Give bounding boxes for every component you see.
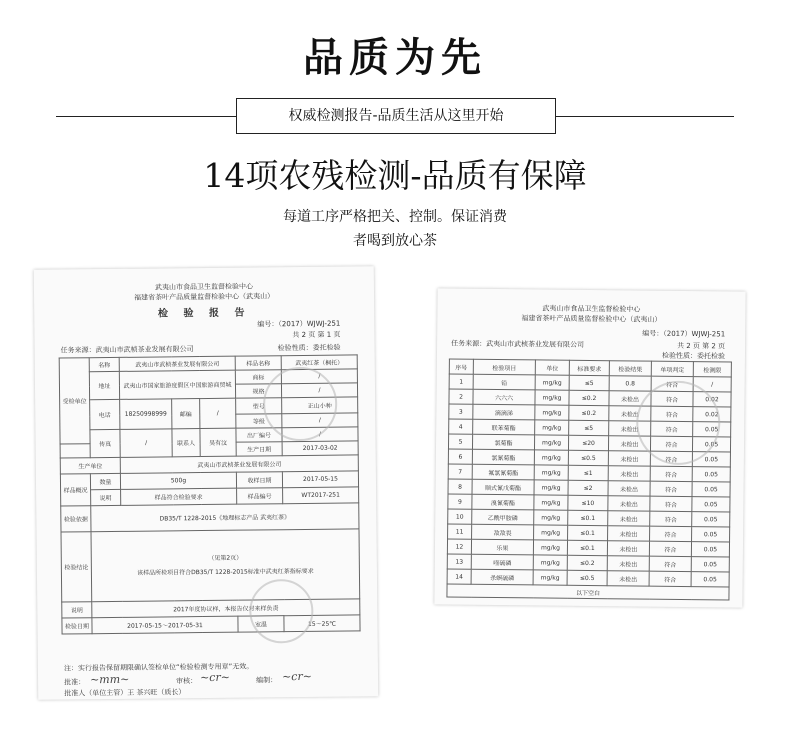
table-cell: 0.05 (692, 437, 730, 452)
table-cell: mg/kg (533, 540, 567, 555)
signature: ~mm~ (89, 672, 130, 687)
cell: 说明 (62, 602, 92, 618)
table-cell: 符合 (649, 571, 691, 586)
report2-number: 编号：（2017）WJWJ-251 (642, 329, 726, 339)
table-cell: 12 (447, 539, 471, 554)
column-header: 标准要求 (569, 360, 609, 375)
cell: 500g (120, 472, 236, 489)
cell: 正山小种 (282, 397, 358, 414)
cell: 武夷山市国家旅游度假区中国旅游商贸城 (119, 370, 235, 399)
table-cell: 未检出 (608, 511, 650, 526)
page-title: 品质为先 (303, 35, 487, 81)
table-cell: mg/kg (535, 405, 569, 420)
report1-page: 共 2 页 第 1 页 (292, 330, 341, 340)
table-cell: ≤0.1 (568, 525, 608, 540)
table-cell: 敌敌畏 (472, 524, 534, 540)
table-cell: 符合 (650, 526, 692, 541)
report2-org-1: 武夷山市食品卫生监督检验中心 (542, 304, 641, 314)
report2-org-2: 福建省茶叶产品质量监督检验中心（武夷山） (521, 314, 662, 324)
table-cell: 杀螟硫磷 (471, 569, 533, 585)
see-page-text: （见第2页） (208, 554, 243, 562)
table-cell: 滴滴涕 (473, 404, 535, 420)
headline: 14项农残检测-品质有保障 (203, 156, 587, 195)
table-cell: 喹硫磷 (471, 554, 533, 570)
cell: WT2017-251 (283, 487, 359, 504)
table-cell: ≤0.2 (569, 390, 609, 405)
cell: 2017年度协议样，本报告仅对来样负责 (92, 599, 360, 618)
cell: / (281, 383, 357, 398)
report1-org-2: 福建省茶叶产品质量监督检验中心（武夷山） (134, 292, 275, 302)
cell: 商标 (235, 370, 281, 384)
divider-right (556, 116, 734, 117)
table-cell: 0.05 (692, 467, 730, 482)
cell: 地址 (89, 371, 119, 399)
report1-approver-full: 批准人（单位主管）王 茶兴旺（质长） (64, 688, 186, 698)
table-cell: 7 (448, 464, 472, 479)
cell: / (282, 413, 358, 428)
table-cell: 2 (449, 389, 473, 404)
conclusion-text: 该样品所检项目符合DB35/T 1228-2015标准中武夷红茶指标要求 (137, 567, 314, 577)
cell: 生产单位 (60, 457, 120, 474)
table-cell: 未检出 (609, 391, 651, 406)
cell: 名称 (89, 357, 119, 371)
inspection-report-page-2 (434, 288, 745, 607)
table-cell: 未检出 (607, 556, 649, 571)
table-cell: ≤5 (569, 375, 609, 390)
table-cell: 铅 (473, 374, 535, 390)
table-cell: 顺式氰戊菊酯 (472, 479, 534, 495)
cell: 样品编号 (237, 488, 283, 504)
cell: 检验结论 (61, 532, 92, 602)
table-cell: mg/kg (534, 525, 568, 540)
cell: 生产日期 (236, 442, 282, 456)
table-cell: ≤0.2 (569, 405, 609, 420)
table-cell: 六六六 (473, 389, 535, 405)
cell: / (282, 427, 358, 442)
cell: 2017-05-15 (282, 471, 358, 488)
cell: 传真 (90, 429, 120, 457)
table-cell: 0.05 (691, 542, 729, 557)
table-cell: 乙酰甲胺磷 (472, 509, 534, 525)
table-cell: 0.8 (609, 376, 651, 391)
table-cell: 未检出 (609, 406, 651, 421)
signature: ~cr~ (281, 669, 312, 684)
cell: 武夷山市武桢茶业发展有限公司 (120, 455, 358, 473)
column-header: 序号 (449, 359, 473, 374)
column-header: 检验结果 (609, 361, 651, 376)
table-cell: ≤5 (569, 420, 609, 435)
table-cell: ≤10 (568, 495, 608, 510)
table-cell: / (693, 377, 731, 392)
report1-org-1: 武夷山市食品卫生监督检验中心 (154, 282, 253, 292)
table-cell: mg/kg (534, 480, 568, 495)
subtext-line-2: 者喝到放心茶 (353, 233, 437, 249)
blank-below-note: 以下空白 (447, 584, 729, 600)
column-header: 单位 (535, 360, 569, 375)
inspection-report-page-1 (34, 266, 378, 700)
table-cell: 未检出 (607, 541, 649, 556)
table-cell: 符合 (651, 391, 693, 406)
official-seal-stamp (249, 579, 314, 644)
table-cell: mg/kg (534, 465, 568, 480)
divider-left (56, 116, 236, 117)
table-cell: 符合 (650, 451, 692, 466)
table-cell: 13 (447, 554, 471, 569)
table-cell: ≤0.5 (567, 570, 607, 585)
report1-check-type: 检验性质：委托检验 (277, 343, 341, 353)
cell: DB35/T 1228-2015《地理标志产品 武夷红茶》 (91, 503, 359, 532)
table-cell: ≤0.2 (567, 555, 607, 570)
table-cell: 0.05 (691, 557, 729, 572)
table-cell: 未检出 (608, 526, 650, 541)
cell: 邮编 (172, 399, 200, 429)
table-cell: 符合 (650, 466, 692, 481)
report1-task-unit: 任务来源：武夷山市武桢茶业发展有限公司 (60, 345, 194, 355)
cell: 数量 (90, 473, 120, 489)
table-cell: 未检出 (609, 421, 651, 436)
table-cell: mg/kg (534, 495, 568, 510)
cell: 2017-05-15～2017-05-31 (92, 616, 238, 634)
report2-task-unit: 任务来源：武夷山市武桢茶业发展有限公司 (451, 339, 585, 349)
table-cell: 5 (448, 434, 472, 449)
cell: 检验依据 (61, 506, 91, 532)
table-cell: 符合 (651, 406, 693, 421)
cell: 样品概况 (60, 474, 90, 506)
table-cell: 未检出 (608, 496, 650, 511)
tagline-box: 权威检测报告-品质生活从这里开始 (236, 98, 556, 134)
subtext-line-1: 每道工序严格把关、控制。保证消费 (283, 209, 507, 225)
table-cell: 未检出 (608, 466, 650, 481)
cell: / (200, 398, 236, 428)
table-cell: 符合 (650, 496, 692, 511)
table-cell: 0.05 (692, 512, 730, 527)
report2-check-type: 检验性质：委托检验 (661, 351, 726, 361)
cell: 15～25℃ (284, 615, 360, 632)
table-cell: 符合 (650, 481, 692, 496)
table-cell: ≤1 (568, 465, 608, 480)
table-cell: ≤0.1 (567, 540, 607, 555)
table-cell: 4 (449, 419, 473, 434)
table-cell: 未检出 (608, 436, 650, 451)
table-cell: 符合 (649, 541, 691, 556)
table-cell: 氯菊酯 (472, 434, 534, 450)
cell: 收样日期 (236, 472, 282, 488)
table-cell: 0.05 (692, 452, 730, 467)
table-cell: 0.05 (692, 527, 730, 542)
signature: ~cr~ (199, 670, 230, 685)
cell: 说明 (91, 489, 121, 505)
table-cell: 未检出 (607, 571, 649, 586)
table-cell: 氯氰菊酯 (472, 449, 534, 465)
cell: 样品符合检验要求 (121, 488, 237, 505)
table-cell: mg/kg (535, 375, 569, 390)
table-cell: mg/kg (533, 555, 567, 570)
table-cell: ≤0.5 (568, 450, 608, 465)
table-cell: 0.05 (692, 497, 730, 512)
table-cell: 6 (448, 449, 472, 464)
table-cell: mg/kg (534, 435, 568, 450)
cell: 武夷红茶（桐托） (281, 355, 357, 370)
cell: 联系人 (172, 429, 200, 457)
table-cell: 0.02 (693, 407, 731, 422)
table-cell: mg/kg (535, 390, 569, 405)
table-cell: 11 (448, 524, 472, 539)
table-cell: mg/kg (534, 450, 568, 465)
table-cell: 8 (448, 479, 472, 494)
conclusion-cell (91, 529, 360, 602)
table-cell: 符合 (650, 511, 692, 526)
table-cell: ≤20 (568, 435, 608, 450)
table-cell: 10 (448, 509, 472, 524)
official-seal-stamp (263, 367, 338, 442)
table-cell: 溴氰菊酯 (472, 494, 534, 510)
table-cell: mg/kg (533, 570, 567, 585)
cell: 出厂编号 (236, 428, 282, 442)
column-header: 检验项目 (473, 359, 535, 375)
unit-label: 受检单位 (59, 358, 90, 444)
table-cell: 14 (447, 569, 471, 584)
table-cell: mg/kg (535, 420, 569, 435)
table-cell: mg/kg (534, 510, 568, 525)
cell: / (281, 369, 357, 384)
cell: 等级 (236, 414, 282, 428)
cell: 2017-03-02 (282, 441, 358, 456)
report1-number: 编号：（2017）WJWJ-251 (257, 319, 341, 329)
table-cell: 乐果 (471, 539, 533, 555)
table-cell: 0.02 (693, 392, 731, 407)
report1-title: 检 验 报 告 (157, 307, 251, 320)
table-cell: ≤0.1 (568, 510, 608, 525)
report1-approver: 批准： (64, 678, 86, 687)
table-cell: 0.05 (691, 572, 729, 587)
table-cell: 未检出 (608, 451, 650, 466)
cell: 室温 (238, 616, 284, 632)
table-cell: 未检出 (608, 481, 650, 496)
cell: 规格 (235, 384, 281, 398)
table-cell: 9 (448, 494, 472, 509)
table-cell: 符合 (651, 376, 693, 391)
table-cell: 3 (449, 404, 473, 419)
cell: 检验日期 (62, 618, 92, 634)
cell: 18250998999 (120, 399, 172, 430)
table-cell: 符合 (649, 556, 691, 571)
report1-editor: 编制： (256, 676, 278, 685)
column-header: 单项判定 (651, 361, 693, 376)
table-cell: 符合 (650, 436, 692, 451)
table-cell: 符合 (651, 421, 693, 436)
table-cell: 0.05 (692, 482, 730, 497)
cell: 型号 (236, 398, 282, 414)
cell: / (120, 429, 172, 458)
table-cell: ≤2 (568, 480, 608, 495)
cell: 吴有汶 (200, 428, 236, 456)
cell: 样品名称 (235, 356, 281, 370)
table-cell: 0.05 (693, 422, 731, 437)
cell: 电话 (90, 399, 120, 429)
cell: 武夷山市武桢茶业发展有限公司 (119, 356, 235, 371)
table-cell: 联苯菊酯 (473, 419, 535, 435)
report1-footnote: 注：实行报告保留期限确认签检单位“检验检测专用章”无效。 (63, 662, 254, 673)
column-header: 检测限 (693, 362, 731, 377)
table-cell: 1 (449, 374, 473, 389)
report1-reviewer: 审核： (176, 677, 198, 686)
official-seal-stamp (636, 380, 721, 465)
table-cell: 氟氯氰菊酯 (472, 464, 534, 480)
report2-page: 共 2 页 第 2 页 (676, 341, 726, 351)
